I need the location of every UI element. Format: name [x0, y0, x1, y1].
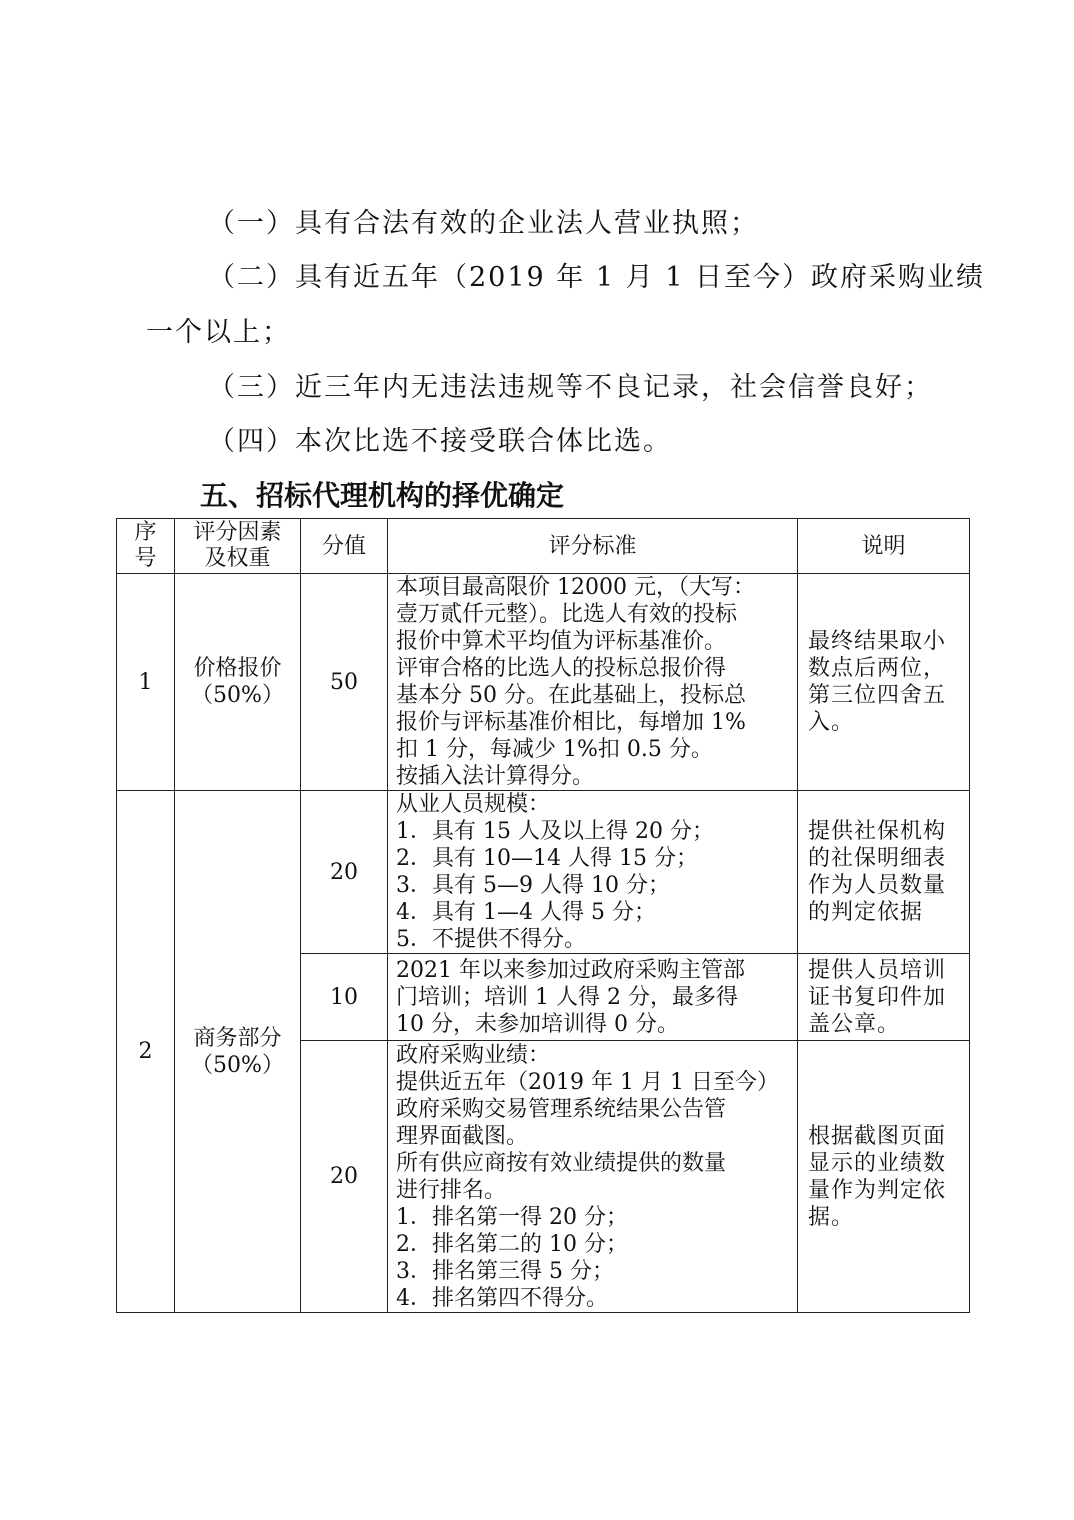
row-factor: 价格报价 （50%） — [175, 574, 301, 791]
row-score: 20 — [301, 1041, 388, 1313]
header-note: 说明 — [798, 519, 970, 574]
row-score: 50 — [301, 574, 388, 791]
row-criteria: 政府采购业绩： 提供近五年（2019 年 1 月 1 日至今） 政府采购交易管理系统结果公告管 理界面截图。 所有供应商按有效业绩提供的数量 进行排名。 1．排名第一得 20 分； 2．排名第二的 10 分； 3．排名第三得 5 分； 4．排名第四不得分。 — [388, 1041, 798, 1313]
row-note: 提供人员培训 证书复印件加 盖公章。 — [798, 954, 970, 1041]
row-note: 根据截图页面 显示的业绩数 量作为判定依 据。 — [798, 1041, 970, 1313]
header-factor: 评分因素 及权重 — [175, 519, 301, 574]
row-criteria: 从业人员规模： 1．具有 15 人及以上得 20 分； 2．具有 10—14 人得 15 分； 3．具有 5—9 人得 10 分； 4．具有 1—4 人得 5 分； 5．不提供不得分。 — [388, 791, 798, 954]
section-heading: 五、招标代理机构的择优确定 — [200, 479, 565, 512]
requirement-2-continued: 一个以上； — [146, 317, 291, 348]
header-score: 分值 — [301, 519, 388, 574]
table-row — [117, 574, 970, 791]
header-criteria: 评分标准 — [388, 519, 798, 574]
requirement-1: （一）具有合法有效的企业法人营业执照； — [208, 208, 759, 239]
requirement-4: （四）本次比选不接受联合体比选。 — [208, 426, 672, 457]
table-header-row — [117, 519, 970, 574]
row-note: 最终结果取小 数点后两位， 第三位四舍五 入。 — [798, 574, 970, 791]
scoring-table — [116, 518, 970, 1313]
table-row — [117, 791, 970, 954]
row-score: 20 — [301, 791, 388, 954]
row-criteria: 2021 年以来参加过政府采购主管部 门培训；培训 1 人得 2 分，最多得 10 分，未参加培训得 0 分。 — [388, 954, 798, 1041]
requirement-2: （二）具有近五年（2019 年 1 月 1 日至今）政府采购业绩 — [208, 262, 985, 293]
row-factor: 商务部分 （50%） — [175, 791, 301, 1313]
row-note: 提供社保机构 的社保明细表 作为人员数量 的判定依据 — [798, 791, 970, 954]
row-seq: 1 — [117, 574, 175, 791]
row-score: 10 — [301, 954, 388, 1041]
row-seq: 2 — [117, 791, 175, 1313]
requirement-3: （三）近三年内无违法违规等不良记录，社会信誉良好； — [208, 372, 933, 403]
row-criteria: 本项目最高限价 12000 元，（大写： 壹万贰仟元整）。比选人有效的投标 报价中算术平均值为评标基准价。 评审合格的比选人的投标总报价得 基本分 50 分。在此基础上，投标总 报价与评标基准价相比，每增加 1% 扣 1 分，每减少 1%扣 0.5 分。 按插入法计算得分。 — [388, 574, 798, 791]
header-seq: 序 号 — [117, 519, 175, 574]
